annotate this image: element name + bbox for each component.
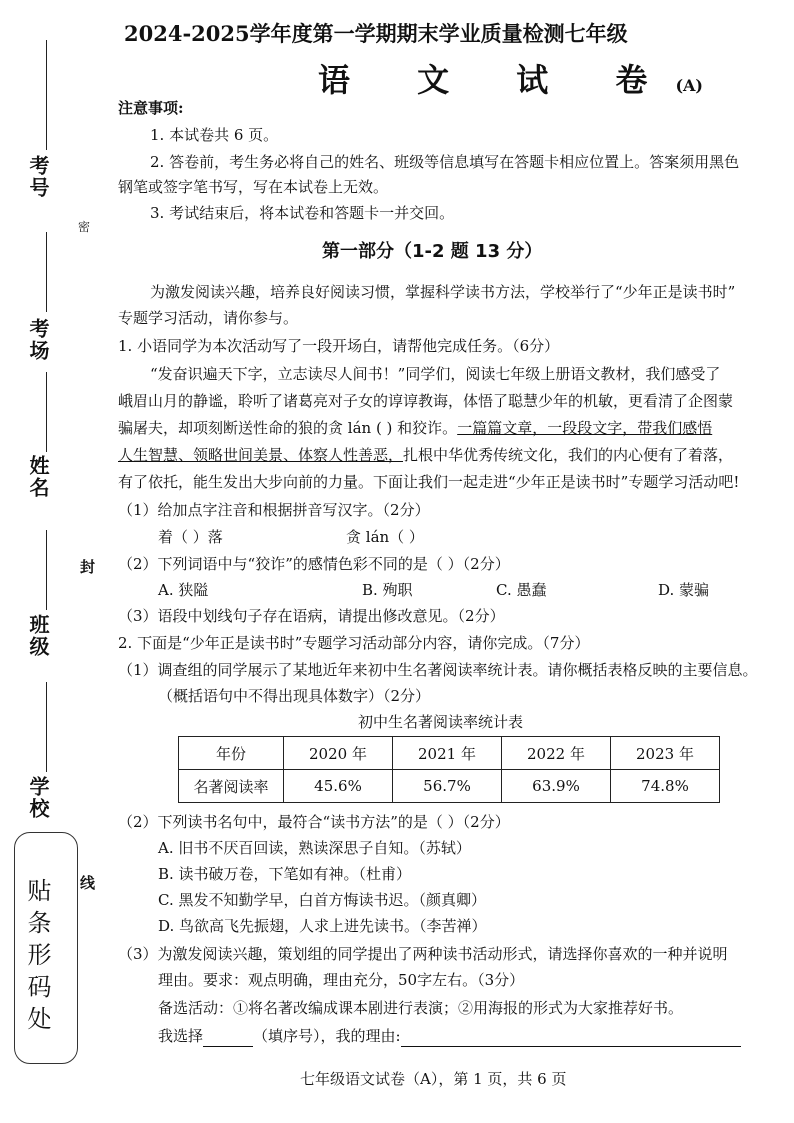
option-c[interactable]: C. 黑发不知勤学早，白首方悔读书迟。（颜真卿） <box>158 891 486 909</box>
school-label: 学校 <box>26 776 50 820</box>
passage-text: 骗屠夫，却项刻断送性命的狼的贪 lán ( ) 和狡诈。 <box>118 419 458 437</box>
notice-item: 3. 考试结束后，将本试卷和答题卡一并交回。 <box>150 204 455 222</box>
table-header-cell: 年份 <box>179 737 284 770</box>
seal-mark-mi: 密 <box>78 220 91 234</box>
exam-room-label: 考场 <box>26 318 50 362</box>
passage-text: 扎根中华优秀传统文化，我们的内心便有了着落， <box>403 446 734 464</box>
underlined-sentence: 人生智慧、领略世间美景、体察人性善恶， <box>118 446 404 464</box>
option-d[interactable]: D. 鸟欲高飞先振翅，人求上进先读书。（李苦禅） <box>158 917 487 935</box>
reading-rate-table <box>178 736 720 803</box>
question-1-3: （3）语段中划线句子存在语病，请提出修改意见。（2分） <box>118 607 505 625</box>
barcode-label: 贴条形码处 <box>23 878 51 1038</box>
option-b[interactable]: B. 读书破万卷，下笔如有神。（杜甫） <box>158 865 412 883</box>
question-1-1: （1）给加点字注音和根据拼音写汉字。（2分） <box>118 501 430 519</box>
reason-blank[interactable] <box>401 1026 741 1047</box>
question-2-1-note: （概括语句中不得出现具体数字）（2分） <box>158 687 431 705</box>
name-rule <box>46 372 47 452</box>
name-label: 姓名 <box>26 455 50 499</box>
table-header-row <box>179 737 720 770</box>
subject-title <box>318 60 703 106</box>
notice-item: 1. 本试卷共 6 页。 <box>150 126 279 144</box>
passage-line: “发奋识遍天下字，立志读尽人间书！”同学们，阅读七年级上册语文教材，我们感受了 <box>150 365 721 383</box>
paper-version: (A) <box>675 76 703 95</box>
option-b[interactable]: B. 殉职 <box>362 581 413 599</box>
passage-line: 有了依托，能生发出大步向前的力量。下面让我们一起走进“少年正是读书时”专题学习活动吧! <box>118 473 740 491</box>
table-cell: 名著阅读率 <box>179 770 284 803</box>
school-rule <box>46 682 47 772</box>
table-header-cell: 2023 年 <box>611 737 720 770</box>
choice-suffix: （填序号），我的理由: <box>253 1027 401 1045</box>
seal-mark-xian: 线 <box>80 874 96 892</box>
notice-heading: 注意事项: <box>118 99 184 117</box>
option-d[interactable]: D. 蒙骗 <box>658 581 710 599</box>
passage-line <box>118 445 733 465</box>
table-header-cell: 2021 年 <box>393 737 502 770</box>
intro-text: 专题学习活动，请你参与。 <box>118 309 299 327</box>
option-c[interactable]: C. 愚蠢 <box>496 581 547 599</box>
answer-blank-pinyin[interactable]: 着（ ）落 <box>158 528 223 546</box>
exam-title: 2024-2025学年度第一学期期末学业质量检测七年级 <box>124 21 628 46</box>
question-2-2: （2）下列读书名句中，最符合“读书方法”的是（ ）（2分） <box>118 813 510 831</box>
part1-heading: 第一部分（1-2 题 13 分） <box>322 241 543 262</box>
question-2-1: （1）调查组的同学展示了某地近年来初中生名著阅读率统计表。请你概括表格反映的主要信息。 <box>118 661 758 679</box>
option-a[interactable]: A. 狭隘 <box>158 581 209 599</box>
seal-mark-feng: 封 <box>80 558 96 576</box>
table-cell: 56.7% <box>393 770 502 803</box>
question-2: 2. 下面是“少年正是读书时”专题学习活动部分内容，请你完成。（7分） <box>118 634 590 652</box>
subject-name: 语 文 试 卷 <box>318 61 676 99</box>
exam-room-rule <box>46 232 47 312</box>
exam-no-label: 考号 <box>26 155 50 199</box>
activity-options: 备选活动：①将名著改编成课本剧进行表演；②用海报的形式为大家推荐好书。 <box>158 999 684 1017</box>
table-cell: 45.6% <box>284 770 393 803</box>
table-header-cell: 2022 年 <box>502 737 611 770</box>
answer-blank-hanzi[interactable]: 贪 lán（ ） <box>346 528 424 546</box>
answer-line <box>158 1026 741 1047</box>
choice-blank[interactable] <box>203 1026 253 1047</box>
option-a[interactable]: A. 旧书不厌百回读，熟读深思子自知。（苏轼） <box>158 839 471 857</box>
table-row <box>179 770 720 803</box>
question-1-2: （2）下列词语中与“狡诈”的感情色彩不同的是（ ）（2分） <box>118 555 510 573</box>
table-cell: 74.8% <box>611 770 720 803</box>
class-rule <box>46 530 47 610</box>
notice-item: 2. 答卷前，考生务必将自己的姓名、班级等信息填写在答题卡相应位置上。答案须用黑色 <box>150 153 740 171</box>
underlined-sentence: 一篇篇文章，一段段文字，带我们感悟 <box>457 419 713 437</box>
table-cell: 63.9% <box>502 770 611 803</box>
class-label: 班级 <box>26 614 50 658</box>
table-header-cell: 2020 年 <box>284 737 393 770</box>
passage-line: 峨眉山月的静谧，聆听了诸葛亮对子女的谆谆教诲，体悟了聪慧少年的机敏，更看清了企图蒙 <box>118 392 734 410</box>
question-1: 1. 小语同学为本次活动写了一段开场白，请帮他完成任务。（6分） <box>118 337 560 355</box>
page-footer: 七年级语文试卷（A），第 1 页，共 6 页 <box>300 1070 567 1088</box>
intro-text: 为激发阅读兴趣，培养良好阅读习惯，掌握科学读书方法，学校举行了“少年正是读书时” <box>150 283 736 301</box>
question-2-3-requirements: 理由。要求：观点明确，理由充分，50字左右。（3分） <box>158 971 525 989</box>
passage-line <box>118 418 712 438</box>
question-2-3: （3）为激发阅读兴趣，策划组的同学提出了两种读书活动形式，请选择你喜欢的一种并说明 <box>118 945 728 963</box>
notice-item: 钢笔或签字笔书写，写在本试卷上无效。 <box>118 178 389 196</box>
choice-prefix: 我选择 <box>158 1027 204 1045</box>
exam-no-rule <box>46 40 47 150</box>
table-caption: 初中生名著阅读率统计表 <box>358 713 524 731</box>
